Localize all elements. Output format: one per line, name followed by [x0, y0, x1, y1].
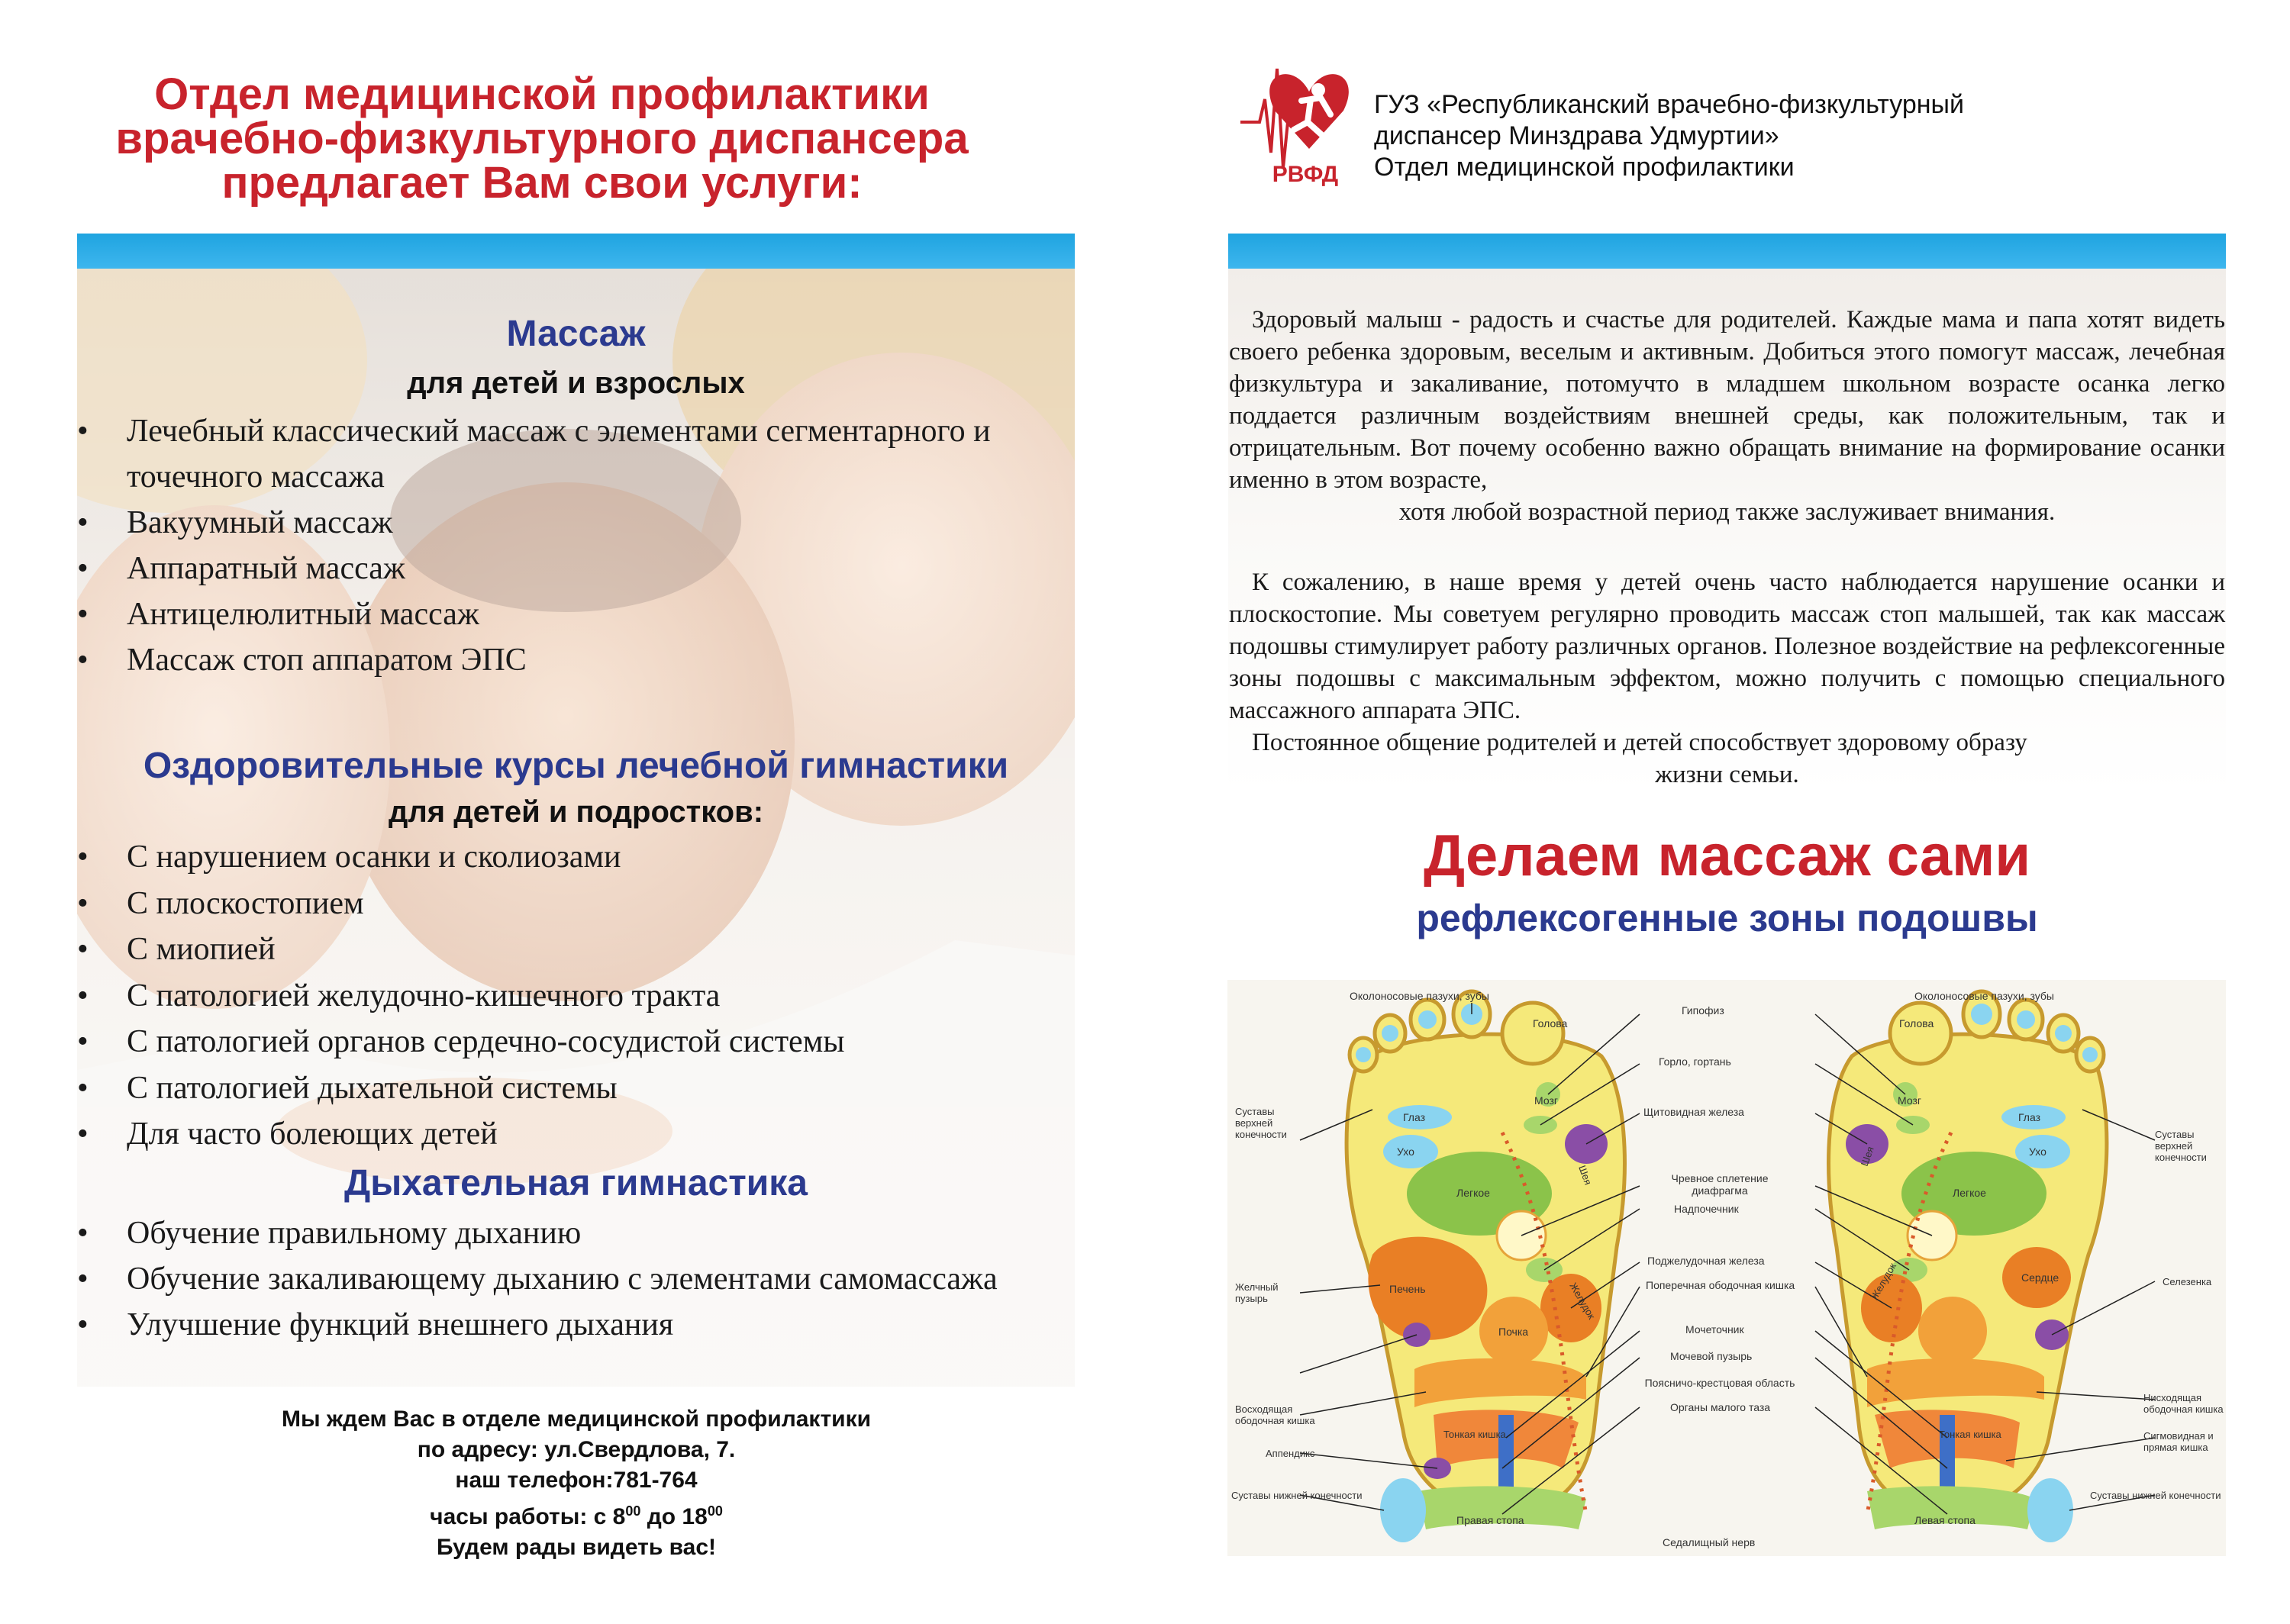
label-sinus-right: Околоносовые пазухи, зубы: [1914, 990, 2054, 1002]
svg-text:Глаз: Глаз: [2018, 1111, 2041, 1123]
lower-joint-zone: [1380, 1478, 1426, 1542]
svg-text:Правая стопа: Правая стопа: [1456, 1514, 1524, 1526]
foot-reflexology-chart: Околоносовые пазухи, зубы Голова Мозг Глаз Ухо Легкое Печень Почка Тонкая кишка Правая стопа Шея Желудок Околоносовые пазухи, зубы Голова Мозг Глаз Ухо Легкое Сердце Тонкая кишка Левая стопа Шея Желудок Гипофиз Горло, гортань Щитовидная железа Чревное сплетение диафрагма Надпочечник Поджелудочная железа Поперечная ободочная кишка Мочеточник Мочевой пузырь Поясничо-крестцовая область Органы малого таза Седалищный нерв Суставы верхней конечности Желчный пузырь Восходящая ободочная кишка Аппендикс Суставы нижней конечности Суставы верхней конечности Селезенка Нисходящая ободочная кишка Сигмовидная и прямая кишка Суставы нижней конечности: [1227, 980, 2226, 1556]
footer-address: по адресу: ул.Свердлова, 7.: [417, 1437, 736, 1462]
svg-text:Легкое: Легкое: [1953, 1187, 1986, 1199]
svg-text:Тонкая кишка: Тонкая кишка: [1443, 1429, 1506, 1440]
courses-subheading: для детей и подростков:: [388, 795, 764, 829]
svg-text:Поджелудочная железа: Поджелудочная железа: [1647, 1255, 1765, 1267]
blue-header-bar: [77, 234, 1075, 269]
rvfd-logo: [1240, 53, 1363, 191]
list-item: • С патологией желудочно-кишечного тракта: [77, 973, 1085, 1020]
svg-text:Желудок: Желудок: [1868, 1261, 1899, 1302]
massage-heading: Массаж: [506, 314, 646, 354]
list-item: • Вакуумный массаж: [77, 500, 1085, 546]
svg-text:Шея: Шея: [1576, 1163, 1595, 1187]
list-item: • С патологией органов сердечно-сосудистой системы: [77, 1019, 1085, 1065]
svg-text:Мочеточник: Мочеточник: [1685, 1323, 1744, 1336]
ureter-zone: [1498, 1415, 1514, 1499]
paragraph-text: Постоянное общение родителей и детей способствует здоровому образу: [1252, 729, 2027, 756]
list-item: • Обучение закаливающему дыханию с элементами самомассажа: [77, 1256, 1085, 1302]
svg-text:Суставы нижней конечности: Суставы нижней конечности: [1231, 1490, 1363, 1501]
svg-text:Печень: Печень: [1389, 1283, 1426, 1295]
title-line: врачебно-физкультурного диспансера: [115, 114, 969, 163]
svg-text:Седалищный нерв: Седалищный нерв: [1663, 1536, 1756, 1548]
svg-text:Тонкая кишка: Тонкая кишка: [1939, 1429, 2001, 1440]
paragraph-text: жизни семьи.: [1655, 761, 1799, 788]
diy-massage-subtitle: рефлексогенные зоны подошвы: [1416, 897, 2038, 939]
paragraph-text: хотя любой возрастной период также заслуживает внимания.: [1398, 498, 2056, 526]
footer-hours: часы работы: с $8^{00}$ до $18^{00}$: [430, 1503, 723, 1529]
svg-text:Гипофиз: Гипофиз: [1682, 1004, 1724, 1017]
svg-text:Левая стопа: Левая стопа: [1914, 1514, 1976, 1526]
courses-heading: Оздоровительные курсы лечебной гимнастики: [143, 746, 1009, 786]
svg-text:Легкое: Легкое: [1456, 1187, 1490, 1199]
svg-text:Горло, гортань: Горло, гортань: [1659, 1055, 1731, 1068]
contact-footer: [76, 1404, 1076, 1563]
massage-list: [77, 408, 1085, 683]
list-item: • С нарушением осанки и сколиозами: [77, 834, 1085, 881]
footer-phone: наш телефон:781-764: [455, 1468, 698, 1493]
list-item: • С плоскостопием: [77, 881, 1085, 927]
left-big-toe: [1890, 1003, 1951, 1064]
paragraph-text: Здоровый малыш - радость и счастье для родителей. Каждые мама и папа хотят видеть своего ребенка здоровым, веселым и активным. Добиться этого помогут массаж, лечебная физкультура и закаливание, потомучто в младшем школьном возрасте осанка легко поддается различным воздействиям внешней среды, как положительным, так и отрицательным. Вот почему особенно важно обращать внимание на формирование осанки именно в этом возрасте,: [1229, 306, 2225, 494]
org-line: диспансер Минздрава Удмуртии»: [1374, 121, 1779, 150]
logo-text: РВФД: [1272, 162, 1339, 187]
breathing-list: [77, 1210, 1085, 1348]
paragraph-posture: [1229, 566, 2225, 791]
svg-text:Шея: Шея: [1858, 1145, 1876, 1168]
svg-text:Селезенка: Селезенка: [2163, 1276, 2212, 1287]
page-title-left: [46, 69, 1038, 208]
footer-invite: Мы ждем Вас в отделе медицинской профилактики: [281, 1406, 872, 1432]
svg-text:Желудок: Желудок: [1567, 1281, 1598, 1322]
label-sinus-left: Околоносовые пазухи, зубы: [1350, 990, 1489, 1002]
svg-text:Суставы нижней конечности: Суставы нижней конечности: [2090, 1490, 2221, 1501]
organization-name: [1374, 89, 1964, 183]
paragraph-text: К сожалению, в наше время у детей очень часто наблюдается нарушение осанки и плоскостопие. Мы советуем регулярно проводить массаж стоп малышей, так как массаж подошвы стимулирует работу различных органов. Полезное воздействие на рефлексогенные зоны подошвы с максимальным эффектом, можно получить с помощью специального массажного аппарата ЭПС.: [1229, 569, 2225, 724]
right-big-toe: [1502, 1003, 1563, 1064]
courses-list: [77, 834, 1085, 1158]
org-line: Отдел медицинской профилактики: [1374, 153, 1795, 182]
paragraph-healthy-child: [1229, 304, 2225, 528]
list-item: • Антицелюлитный массаж: [77, 591, 1085, 637]
svg-text:Голова: Голова: [1899, 1017, 1934, 1030]
svg-text:Глаз: Глаз: [1403, 1111, 1426, 1123]
list-item: • Для часто болеющих детей: [77, 1111, 1085, 1158]
svg-text:Голова: Голова: [1533, 1017, 1568, 1030]
blue-header-bar-right: [1228, 234, 2226, 269]
footer-welcome: Будем рады видеть вас!: [436, 1535, 717, 1560]
svg-text:Органы малого таза: Органы малого таза: [1670, 1401, 1771, 1413]
list-item: • Обучение правильному дыханию: [77, 1210, 1085, 1256]
list-item: • Улучшение функций внешнего дыхания: [77, 1302, 1085, 1348]
svg-text:Мочевой пузырь: Мочевой пузырь: [1670, 1350, 1753, 1362]
svg-text:Мозг: Мозг: [1898, 1094, 1921, 1107]
breathing-heading: Дыхательная гимнастика: [344, 1163, 808, 1204]
list-item: • С миопией: [77, 926, 1085, 973]
svg-text:Надпочечник: Надпочечник: [1674, 1203, 1739, 1215]
svg-text:Мозг: Мозг: [1534, 1094, 1558, 1107]
title-line: предлагает Вам свои услуги:: [221, 158, 863, 208]
svg-text:Сердце: Сердце: [2021, 1271, 2059, 1284]
svg-text:Аппендикс: Аппендикс: [1266, 1448, 1315, 1459]
svg-text:Ухо: Ухо: [1397, 1146, 1414, 1158]
list-item: • С патологией дыхательной системы: [77, 1065, 1085, 1112]
svg-text:Почка: Почка: [1498, 1326, 1529, 1338]
title-line: Отдел медицинской профилактики: [154, 69, 930, 119]
org-line: ГУЗ «Республиканский врачебно-физкультурный: [1374, 90, 1964, 119]
svg-text:Поперечная ободочная кишка: Поперечная ободочная кишка: [1646, 1279, 1795, 1291]
list-item: • Массаж стоп аппаратом ЭПС: [77, 637, 1085, 683]
list-item: • Лечебный классический массаж с элементами сегментарного и точечного массажа: [77, 408, 1085, 500]
svg-text:Щитовидная железа: Щитовидная железа: [1643, 1106, 1744, 1118]
diy-massage-title: Делаем массаж сами: [1423, 823, 2031, 888]
massage-subheading: для детей и взрослых: [407, 366, 745, 400]
list-item: • Аппаратный массаж: [77, 546, 1085, 591]
svg-text:Ухо: Ухо: [2029, 1146, 2046, 1158]
